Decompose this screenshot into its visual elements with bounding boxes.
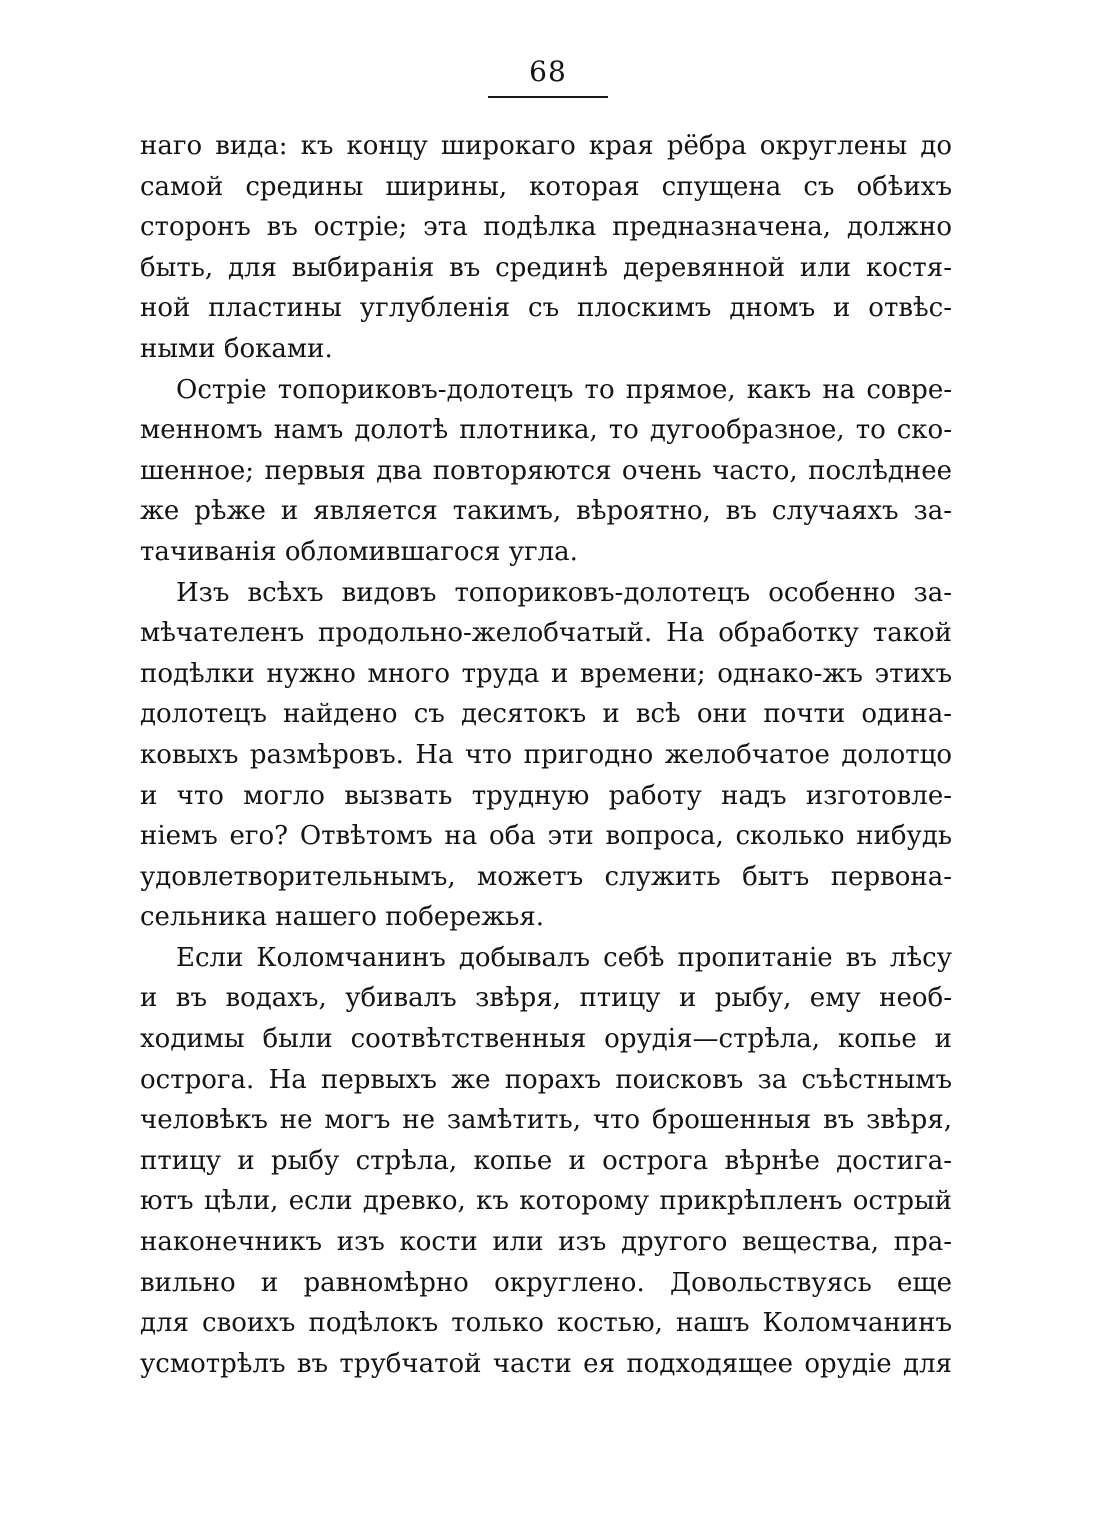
text-line: долотецъ найдено съ десятокъ и всѣ они почти одина- — [140, 699, 952, 730]
text-line: ными боками. — [140, 333, 333, 364]
text-line: ковыхъ размѣровъ. На что пригодно желобчатое долотцо — [140, 739, 952, 770]
text-line: Если Коломчанинъ добывалъ себѣ пропитаніе въ лѣсу — [176, 942, 952, 973]
text-line: быть, для выбиранія въ срединѣ деревянной или костя- — [140, 252, 952, 283]
text-line: тачиванія обломившагося угла. — [140, 536, 578, 567]
text-line: Изъ всѣхъ видовъ топориковъ-долотецъ особенно за- — [176, 577, 952, 608]
text-line: сельника нашего побережья. — [140, 902, 545, 933]
text-line: для своихъ подѣлокъ только костью, нашъ Коломчанинъ — [140, 1308, 952, 1339]
text-line: вильно и равномѣрно округлено. Довольствуясь еще — [140, 1267, 952, 1298]
text-line: Остріе топориковъ-долотецъ то прямое, какъ на совре- — [176, 374, 952, 405]
text-line: наго вида: къ концу широкаго края рёбра округлены до — [140, 131, 952, 161]
text-line: самой средины ширины, которая спущена съ обѣихъ — [140, 171, 952, 202]
page-number: 68 — [529, 55, 567, 88]
text-line: сторонъ въ остріе; эта подѣлка предназначена, должно — [140, 212, 952, 243]
page-number-rule — [488, 96, 608, 98]
text-line: шенное; первыя два повторяются очень часто, послѣднее — [140, 455, 952, 486]
text-line: острога. На первыхъ же порахъ поисковъ за съѣстнымъ — [140, 1064, 952, 1095]
text-line: усмотрѣлъ въ трубчатой части ея подходящее орудіе для — [140, 1348, 952, 1379]
body-text — [140, 126, 952, 1384]
text-line: ніемъ его? Отвѣтомъ на оба эти вопроса, сколько нибудь — [140, 821, 952, 852]
text-line: менномъ намъ долотѣ плотника, то дугообразное, то ско- — [140, 415, 952, 446]
text-line: подѣлки нужно много труда и времени; однако-жъ этихъ — [140, 658, 952, 689]
text-line: ходимы были соотвѣтственныя орудія—стрѣла, копье и — [140, 1024, 952, 1055]
text-line: птицу и рыбу стрѣла, копье и острога вѣрнѣе достига- — [140, 1145, 952, 1176]
text-line: же рѣже и является такимъ, вѣроятно, въ случаяхъ за- — [140, 496, 952, 527]
text-line: и что могло вызвать трудную работу надъ изготовле- — [140, 780, 952, 811]
text-line: ной пластины углубленія съ плоскимъ дномъ и отвѣс- — [140, 293, 952, 324]
text-line: удовлетворительнымъ, можетъ служить бытъ первона- — [140, 861, 952, 892]
text-line: мѣчателенъ продольно-желобчатый. На обработку такой — [140, 618, 952, 649]
text-line: наконечникъ изъ кости или изъ другого вещества, пра- — [140, 1227, 952, 1258]
text-line: и въ водахъ, убивалъ звѣря, птицу и рыбу, ему необ- — [140, 983, 952, 1014]
text-line: человѣкъ не могъ не замѣтить, что брошенныя въ звѣря, — [140, 1105, 952, 1136]
text-line: ютъ цѣли, если древко, къ которому прикрѣпленъ острый — [140, 1186, 952, 1217]
